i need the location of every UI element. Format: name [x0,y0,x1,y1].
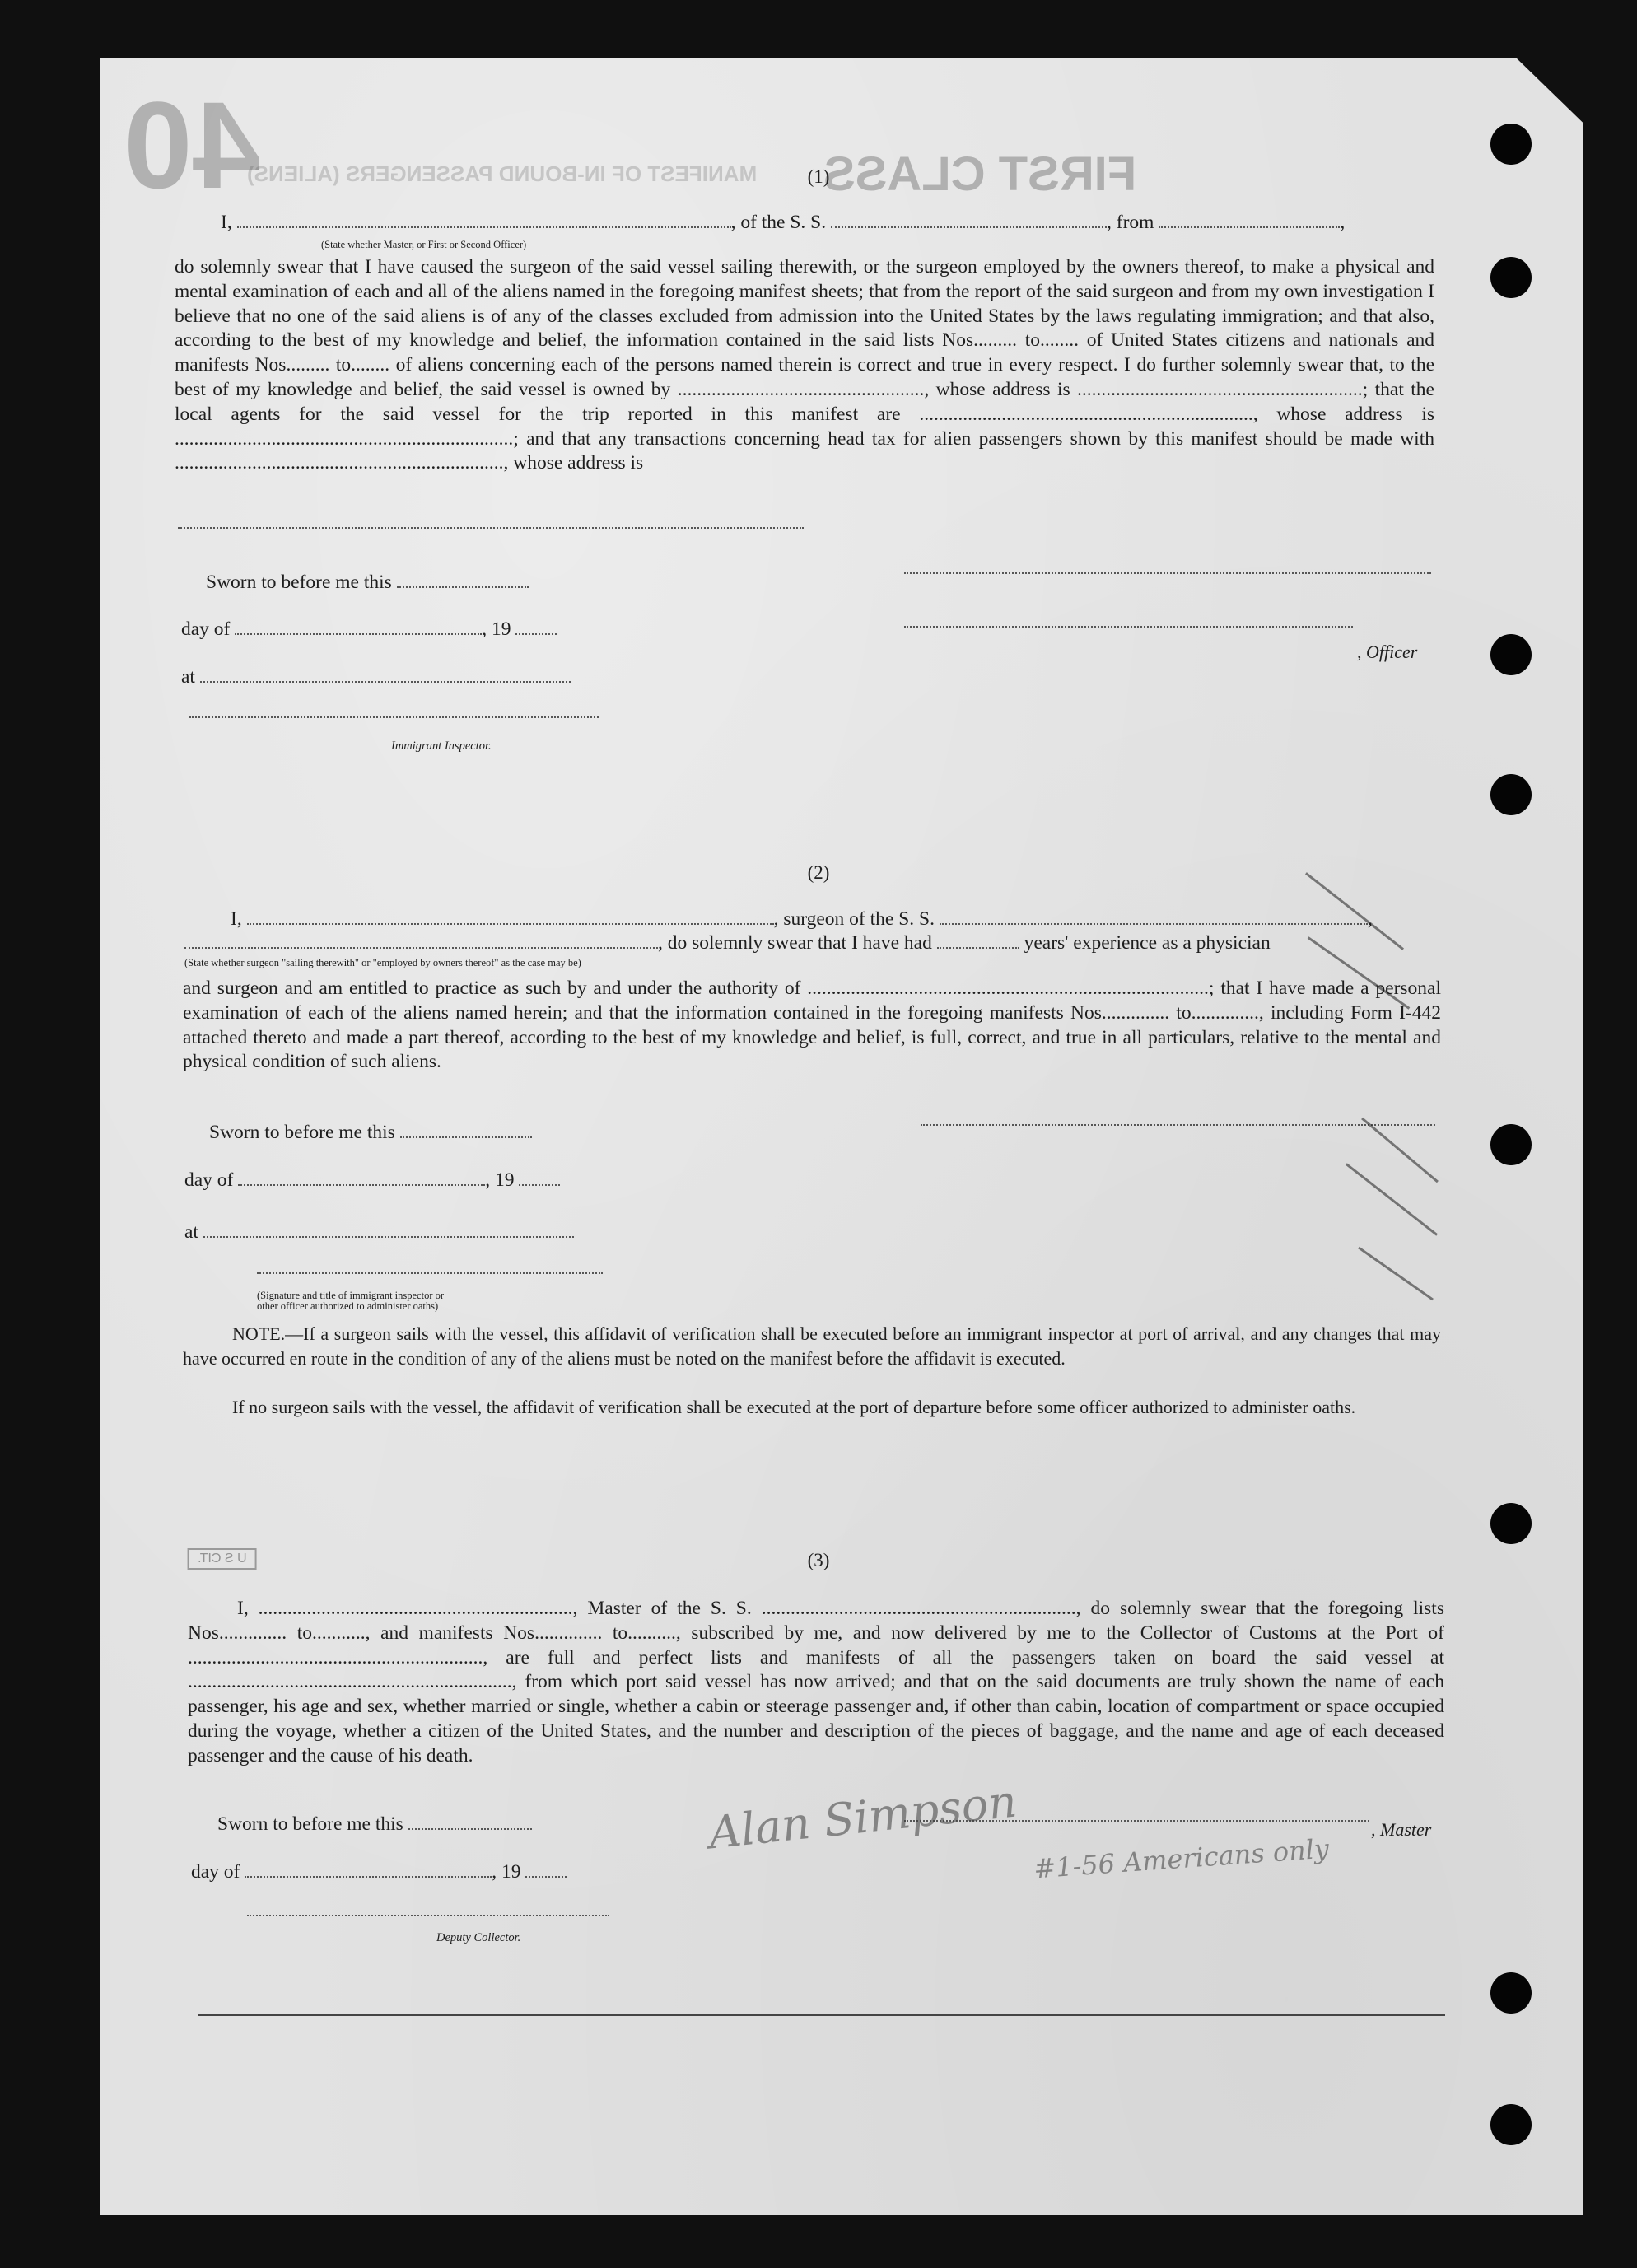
handwritten-margin-note: #1-56 Americans only [1033,1832,1331,1885]
at-label: at [184,1221,198,1243]
section-2-at [184,1221,574,1244]
section-2-body: and surgeon and am entitled to practice as such by and under the authority of ...................................................................................; that I have made a personal examination of each of the aliens named herein; and that the information contained in the foregoing manifests Nos.............. to.............., including Form I-442 attached thereto and made a part thereof, according to the best of my knowledge and belief, is full, correct, and true in all particulars, relative to the mental and physical condition of such aliens. [183,978,1441,1073]
surgeon-caption: (State whether surgeon "sailing therewith" or "employed by owners thereof" as the case may be) [184,957,581,968]
section-2-line1 [231,908,1373,931]
sworn-date-field[interactable] [397,575,529,588]
day-of-label: day of [181,618,231,640]
surgeon-vessel-field[interactable] [940,912,1368,925]
section-3-body: I, ................................................................., Master of the S. S. ................................................................., do solemnly swear that the foregoing lists Nos.............. to..........., and manifests Nos.............. to.........., subscribed by me, and now delivered by me to the Collector of Customs at the Port of ............................................................., are full and perfect lists and manifests of all the passengers taken on board the said vessel at ..................................................................., from which port said vessel has now arrived; and that on the said documents are truly shown the name of each passenger, his age and sex, whether married or single, whether a cabin or steerage passenger and, if other than cabin, location of compartment or space occupied during the voyage, whether a citizen of the United States, and the number and description of the pieces of baggage, and the name and age of each deceased passenger and the cause of his death. [188,1598,1444,1766]
punch-hole [1490,257,1532,298]
section-3-day [191,1861,567,1883]
section-2-sworn [209,1122,532,1144]
at-label: at [181,666,195,688]
section-1-sworn [206,572,529,594]
year-label: , 19 [485,1169,515,1191]
port-from-field[interactable] [1159,215,1340,228]
signature-caption-1: (Signature and title of immigrant inspector or [257,1290,445,1301]
bleed-through-header: MANIFEST OF IN-BOUND PASSENGERS (ALIENS) [247,161,758,186]
us-cit-stamp: U S CIT. [188,1548,257,1570]
punch-hole [1490,2104,1532,2145]
day-of-label: day of [184,1169,234,1191]
inspector-caption: Immigrant Inspector. [391,740,492,753]
swear-label: , do solemnly swear that I have had [658,932,932,954]
officer-name-field[interactable] [237,215,731,228]
handwritten-signature: Alan Simpson [706,1775,1019,1860]
officer-label: , Officer [1357,642,1418,662]
day-of-field[interactable] [245,1864,492,1878]
section-1-oath-line [221,212,1345,234]
section-2-day [184,1169,560,1192]
at-place-field[interactable] [203,1225,574,1238]
first-class-stamp: FIRST CLASS [823,147,1137,201]
note-surgeon-sails: NOTE.—If a surgeon sails with the vessel, this affidavit of verification shall be executed before an immigrant inspector at port of arrival, and any changes that may have occurred en route in the condition of any of the aliens must be noted on the manifest before the affidavit is executed. [183,1323,1441,1369]
year-label: , 19 [482,618,511,640]
from-label: , from [1107,212,1154,233]
of-ss-label: , of the S. S. [730,212,827,233]
oath-i-label: I, [221,212,232,233]
years-label: years' experience as a physician [1024,932,1271,954]
punch-hole [1490,774,1532,815]
surgeon-signature-line[interactable] [921,1124,1435,1126]
collector-caption: Deputy Collector. [436,1931,521,1944]
year-label: , 19 [492,1861,521,1883]
sworn-label: Sworn to before me this [217,1813,403,1835]
punch-hole [1490,124,1532,165]
day-of-field[interactable] [235,622,482,635]
punch-hole [1490,1972,1532,2014]
vessel-name-field[interactable] [831,215,1107,228]
section-2-heading: (2) [807,862,830,883]
officer-title-line[interactable] [904,626,1353,628]
surgeon-status-field[interactable] [184,936,658,949]
year-field[interactable] [515,622,557,635]
section-3-sworn [217,1813,532,1836]
sworn-label: Sworn to before me this [206,572,392,593]
bottom-rule [198,2014,1445,2016]
master-caption: (State whether Master, or First or Second Officer) [321,239,527,250]
comma: , [1367,908,1373,930]
year-field[interactable] [525,1864,567,1878]
section-1-heading: (1) [807,166,830,187]
sworn-date-field[interactable] [400,1125,532,1138]
years-field[interactable] [937,936,1019,949]
surgeon-of-ss-label: , surgeon of the S. S. [773,908,935,930]
section-3-heading: (3) [807,1550,830,1570]
section-1-body: do solemnly swear that I have caused the surgeon of the said vessel sailing therewith, or the surgeon employed by the owners thereof, to make a physical and mental examination of each and all of the aliens named in the foregoing manifest sheets; that from the report of the said surgeon and from my own investigation I believe that no one of the said aliens is of any of the classes excluded from admission into the United States by the laws regulating immigration; and that also, according to the best of my knowledge and belief, the information contained in the said lists Nos......... to........ of United States citizens and nationals and manifests Nos......... to........ of aliens concerning each of the persons named therein is correct and true in every respect. I do further solemnly swear that, to the best of my knowledge and belief, the said vessel is owned by ..................................................., whose address is ...........................................................; that the local agents for the said vessel for the trip reported in this manifest are ....................................................................., whose address is ......................................................................; and that any transactions concerning head tax for alien passengers shown by this manifest should be made with ...................................................................., whose address is [175,256,1434,474]
inspector-signature-line[interactable] [189,716,599,718]
punch-hole [1490,1503,1532,1544]
year-field[interactable] [519,1173,560,1186]
master-label: , Master [1371,1819,1432,1840]
oath-i-label: I, [231,908,242,930]
collector-signature-line[interactable] [247,1915,609,1916]
section-1-at [181,666,571,688]
signature-caption-2: other officer authorized to administer oaths) [257,1300,439,1312]
transaction-address-field[interactable] [178,527,804,529]
sworn-label: Sworn to before me this [209,1122,395,1143]
punch-hole [1490,1124,1532,1165]
day-of-label: day of [191,1861,240,1883]
surgeon-name-field[interactable] [247,912,774,925]
section-1-day [181,618,557,641]
punch-hole [1490,634,1532,675]
page-number-stamp: 40 [124,76,261,214]
comma: , [1340,212,1346,233]
day-of-field[interactable] [238,1173,485,1186]
sworn-date-field[interactable] [408,1817,532,1830]
immigrant-inspector-signature-line[interactable] [257,1272,603,1274]
section-2-line2 [184,932,1271,954]
at-place-field[interactable] [200,670,571,683]
officer-signature-line[interactable] [904,572,1431,574]
note-no-surgeon: If no surgeon sails with the vessel, the affidavit of verification shall be executed at the port of departure before some officer authorized to administer oaths. [232,1397,1356,1417]
